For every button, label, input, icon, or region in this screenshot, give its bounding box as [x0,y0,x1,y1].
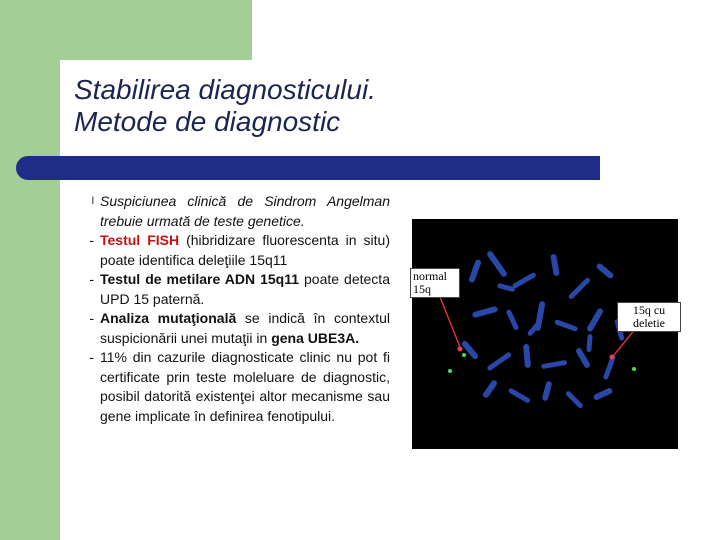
list-item [70,348,390,426]
bullet-marker: l [91,196,94,207]
chromosome-spread-graphic [412,219,678,449]
fish-micrograph-image [412,219,678,449]
item-bold-text: Testul FISH [100,232,180,248]
item-text: (hibridizare fluorescenta in situ) poate identifica deleţiile 15q11 [100,232,391,268]
slide-title [74,74,594,138]
item-bold-text-2: gena UBE3A. [271,329,360,346]
list-item [70,192,390,231]
item-bold-text: Testul de metilare ADN 15q11 [100,271,299,287]
list-item [70,270,390,309]
green-top-decoration [0,0,252,60]
dash-marker: - [89,271,94,287]
bullet-list [70,192,390,426]
label-normal-15q: normal 15q [410,268,460,298]
label-15q-deletion: 15q cu deletie [617,302,681,332]
item-text: poate detecta UPD 15 paternă. [100,271,390,307]
item-text: se indică în contextul suspicionării unei mutaţii in [100,310,390,346]
dash-marker: - [89,349,94,365]
item-text: Suspiciunea clinică de Sindrom Angelman trebuie urmată de teste genetice. [100,193,390,229]
green-sidebar-decoration [0,0,60,540]
dash-marker: - [89,232,94,248]
title-divider-bar [16,156,600,180]
list-item [70,309,390,348]
item-text: 11% din cazurile diagnosticate clinic nu pot fi certificate prin teste moleluare de diagnostic, posibil datorită existenţei altor mecanisme sau gene implicate în definirea fenotipului. [100,349,390,424]
dash-marker: - [89,310,94,326]
title-line-2: Metode de diagnostic [74,106,341,137]
title-line-1: Stabilirea diagnosticului. [74,74,376,105]
item-bold-text: Analiza mutaţională [100,310,237,326]
list-item [70,231,390,270]
